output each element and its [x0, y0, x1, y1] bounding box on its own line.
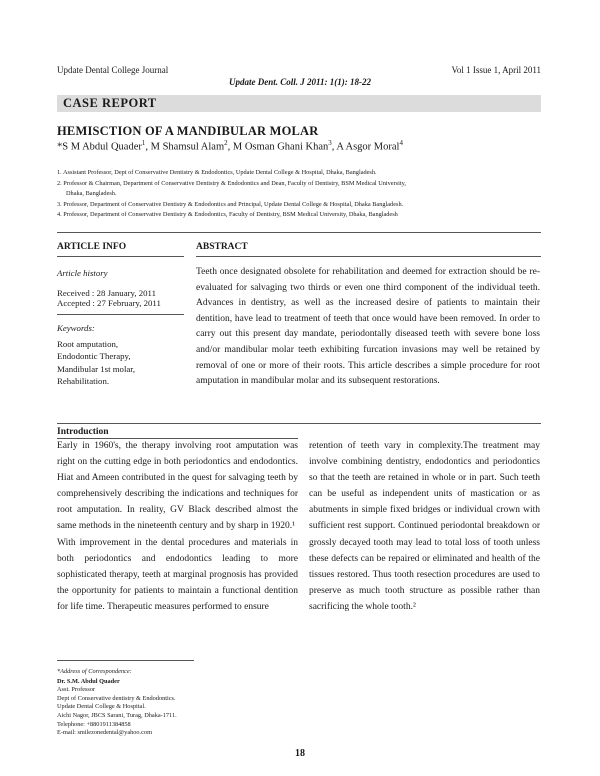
article-title: HEMISCTION OF A MANDIBULAR MOLAR — [57, 124, 319, 138]
author-sup: 3 — [328, 139, 332, 147]
citation: Update Dent. Coll. J 2011: 1(1): 18-22 — [229, 77, 371, 87]
accepted-date: Accepted : 27 February, 2011 — [57, 298, 161, 308]
correspondence-line: Dr. S.M. Abdul Quader — [57, 677, 120, 685]
correspondence-label: *Address of Correspondence: — [57, 668, 132, 675]
keyword: Mandibular 1st molar, — [57, 363, 136, 374]
case-report-banner — [57, 95, 541, 112]
affiliation-line: Dhaka, Bangladesh. — [66, 190, 117, 197]
banner-label: CASE REPORT — [63, 96, 157, 110]
author-name: , A Asgor Moral — [331, 141, 400, 153]
correspondence-line: Asst. Professor — [57, 686, 96, 694]
affiliation-line: 2. Professor & Chairman, Department of Conservative Dentistry & Endodontics and Dean, Faculty of Dentistry, BSM Medical University, — [57, 179, 406, 187]
author-sup: 2 — [224, 139, 228, 147]
correspondence-block — [57, 668, 177, 738]
divider — [196, 256, 541, 257]
keyword: Rehabilitation. — [57, 376, 110, 387]
abstract-text: Teeth once designated obsolete for rehabilitation and deemed for extraction should be re-evaluated for salvaging two thirds or even one third component of the individual teeth. Advances in dentistry, as well as the increased desire of patients to maintain their dentition, have lead to treatment of teeth that once would have been removed. In order to carry out this present day mandate, periodontally diseased teeth with severe bone loss and/or mandibular molar teeth exhibiting furcation invasions may well be retained by removal of one or more of their roots. This article describes a simple procedure for root amputation in mandibular molar and its subsequent restorations. — [196, 267, 540, 387]
divider — [57, 256, 184, 257]
divider — [57, 232, 541, 233]
page-number: 18 — [295, 748, 305, 759]
divider — [57, 423, 541, 424]
correspondence-line: Telephone: +8801911384858 — [57, 720, 131, 728]
paragraph: retention of teeth vary in complexity.The treatment may involve combining dentistry, endodontics and periodontics so that the teeth are retained in whole or in part. Such teeth can be useful as independent units of mastication or as abutments in simple fixed bridges or individual crown with sufficient rest support. Continued periodontal breakdown or grossly decayed tooth may lead to total loss of tooth unless these defects can be repaired or eliminated and health of the tissues restored. Thus tooth resection procedures are used to preserve as much tooth structure as possible rather than sacrificing the whole tooth.² — [309, 441, 540, 612]
paragraph: Early in 1960's, the therapy involving root amputation was right on the cutting edge in both periodontics and endodontics. Hiat and Ameen contributed in the quest for salvaging teeth by comprehensively describing the indications and techniques for root amputation. In reality, GV Black described almost the same methods in the nineteenth century and by sharp in 1920.¹ — [57, 441, 298, 532]
divider — [57, 314, 184, 315]
author-name: *S M Abdul Quader — [57, 141, 142, 153]
author-name: , M Shamsul Alam — [145, 141, 225, 153]
article-info-heading: ARTICLE INFO — [57, 242, 127, 252]
keyword: Endodontic Therapy, — [57, 351, 131, 362]
received-date: Received : 28 January, 2011 — [57, 288, 157, 298]
introduction-heading: Introduction — [57, 427, 109, 437]
keywords-label: Keywords: — [57, 323, 95, 333]
affiliation-line: 4. Professor, Department of Conservative Dentistry & Endodontics, Faculty of Dentistry, BSM Medical University, Dhaka, Bangladesh — [57, 211, 398, 218]
author-name: , M Osman Ghani Khan — [227, 141, 329, 153]
correspondence-line: Update Dental College & Hospital. — [57, 703, 146, 711]
intro-right-column — [309, 438, 540, 615]
journal-name: Update Dental College Journal — [57, 65, 169, 75]
article-history-label: Article history — [57, 268, 108, 278]
abstract-heading: ABSTRACT — [196, 242, 248, 252]
author-sup: 4 — [399, 139, 403, 147]
affiliations — [57, 168, 541, 221]
correspondence-line: E-mail: smilezonedental@yahoo.com — [57, 729, 152, 737]
keyword: Root amputation, — [57, 339, 119, 349]
footnote-divider — [57, 660, 194, 661]
author-sup: 1 — [141, 139, 146, 147]
correspondence-line: Aichi Nagor, JBCS Sarani, Turag, Dhaka-1711. — [57, 711, 177, 719]
correspondence-line: Dept of Conservative dentistry & Endodontics. — [57, 694, 176, 702]
affiliation-line: 1. Assistant Professor, Dept of Conservative Dentistry & Endodontics, Update Dental College & Hospital, Dhaka, Bangladesh. — [57, 169, 377, 176]
keyword-list — [57, 338, 135, 388]
paragraph: With improvement in the dental procedures and materials in both periodontics and endodontics leading to more sophisticated therapy, teeth at marginal prognosis has provided the opportunity for patients to maintain a functional dentition for life time. Therapeutic measures performed to ensure — [57, 537, 298, 612]
intro-left-column — [57, 438, 298, 615]
issue-info: Vol 1 Issue 1, April 2011 — [451, 65, 541, 75]
author-list — [57, 139, 403, 153]
affiliation-line: 3. Professor, Department of Conservative Dentistry & Endodontics and Principal, Update Dental College & Hospital, Dhaka Bangladesh. — [57, 200, 404, 208]
